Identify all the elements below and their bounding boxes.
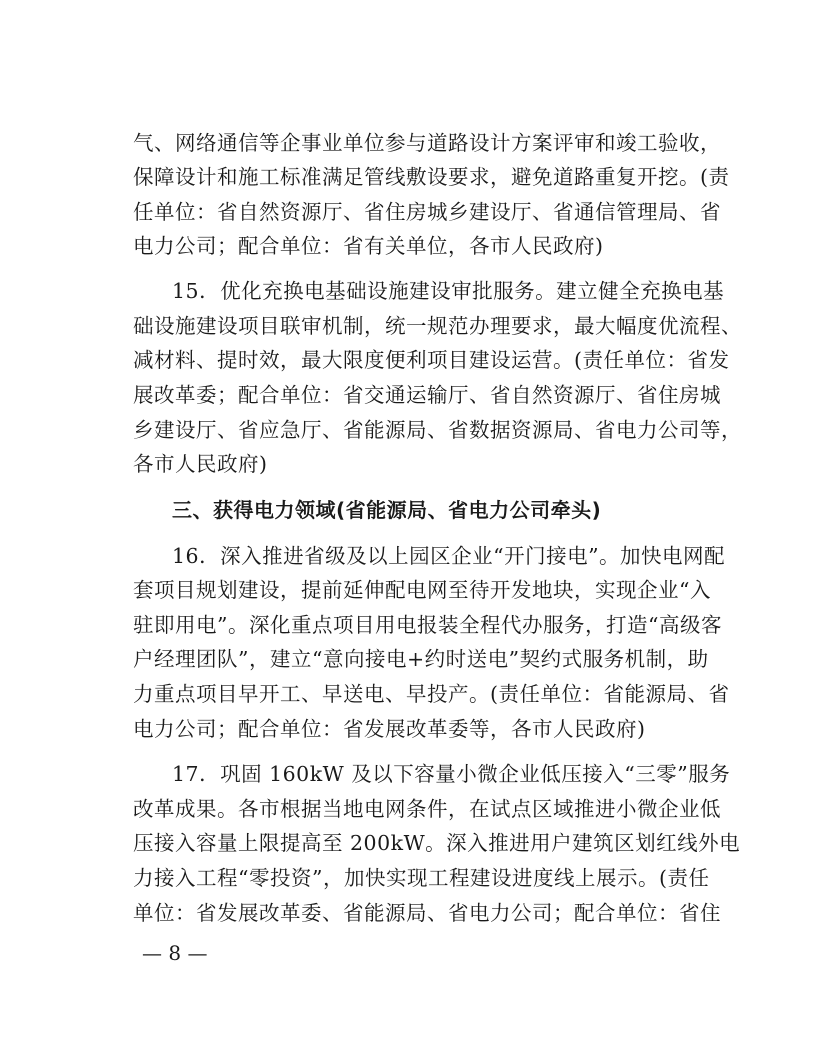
body-text-line: 力重点项目早开工、早送电、早投产。(责任单位：省能源局、省 [133, 682, 730, 706]
body-text-line: 气、网络通信等企事业单位参与道路设计方案评审和竣工验收， [133, 131, 721, 155]
body-text-line: 压接入容量上限提高至 200kW。深入推进用户建筑区划红线外电 [133, 831, 741, 855]
body-text-line: 改革成果。各市根据当地电网条件，在试点区域推进小微企业低 [133, 797, 721, 821]
item-15-first-line: 15．优化充换电基础设施建设审批服务。建立健全充换电基 [172, 279, 725, 303]
body-text-line: 任单位：省自然资源厅、省住房城乡建设厅、省通信管理局、省 [133, 200, 721, 224]
page-number: — 8 — [142, 941, 208, 965]
body-text-line: 电力公司；配合单位：省有关单位，各市人民政府) [133, 234, 604, 258]
body-text-line: 单位：省发展改革委、省能源局、省电力公司；配合单位：省住 [133, 901, 721, 925]
item-16-first-line: 16．深入推进省级及以上园区企业“开门接电”。加快电网配 [172, 544, 726, 568]
body-text-line: 驻即用电”。深化重点项目用电报装全程代办服务，打造“高级客 [133, 613, 722, 637]
section-heading: 三、获得电力领域(省能源局、省电力公司牵头) [172, 498, 602, 522]
body-text-line: 减材料、提时效，最大限度便利项目建设运营。(责任单位：省发 [133, 348, 730, 372]
body-text-line: 保障设计和施工标准满足管线敷设要求，避免道路重复开挖。(责 [133, 165, 730, 189]
body-text-line: 户经理团队”，建立“意向接电+约时送电”契约式服务机制，助 [133, 647, 709, 671]
body-text-line: 各市人民政府) [133, 452, 268, 476]
body-text-line: 电力公司；配合单位：省发展改革委等，各市人民政府) [133, 717, 646, 741]
body-text-line: 力接入工程“零投资”，加快实现工程建设进度线上展示。(责任 [133, 866, 710, 890]
body-text-line: 套项目规划建设，提前延伸配电网至待开发地块，实现企业“入 [133, 578, 711, 602]
body-text-line: 础设施建设项目联审机制，统一规范办理要求，最大幅度优流程、 [133, 314, 742, 338]
body-text-line: 乡建设厅、省应急厅、省能源局、省数据资源局、省电力公司等， [133, 418, 742, 442]
item-17-first-line: 17．巩固 160kW 及以下容量小微企业低压接入“三零”服务 [172, 762, 731, 786]
body-text-line: 展改革委；配合单位：省交通运输厅、省自然资源厅、省住房城 [133, 383, 721, 407]
